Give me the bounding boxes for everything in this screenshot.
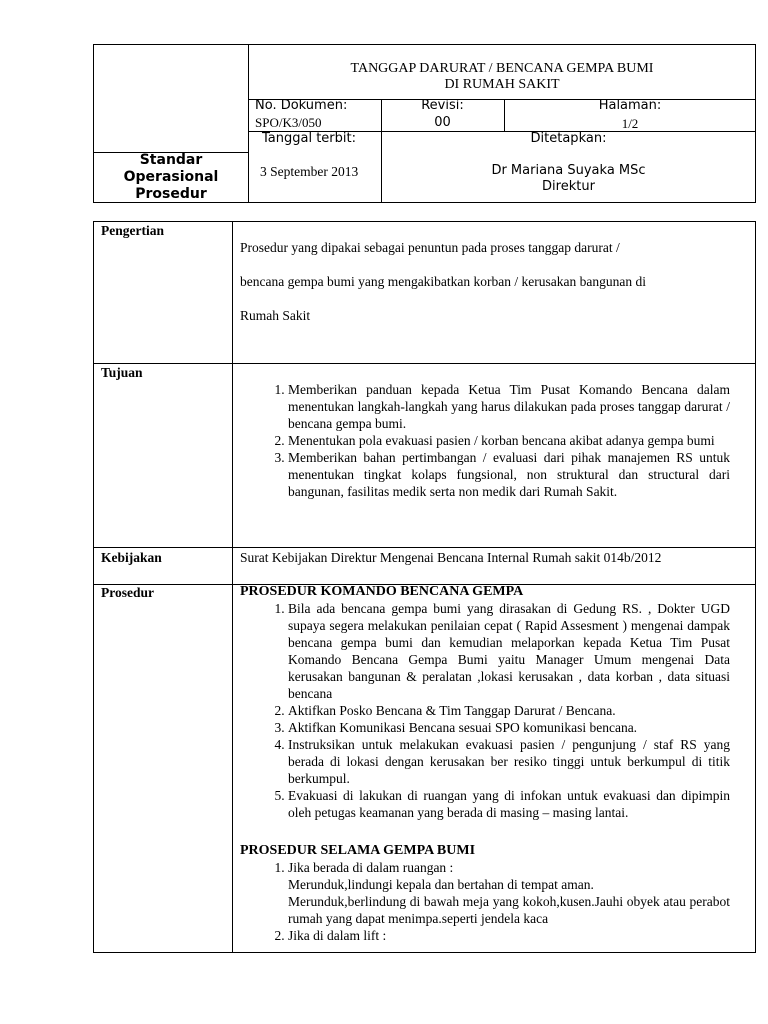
prosedur-gempa-list bbox=[240, 859, 730, 944]
prosedur-content bbox=[240, 583, 730, 944]
sop-label bbox=[94, 152, 248, 203]
tujuan-content bbox=[240, 381, 730, 500]
ditetapkan-name: Dr Mariana Suyaka MSc bbox=[491, 163, 646, 178]
list-item-title: 1. Jika berada di dalam ruangan : bbox=[288, 860, 454, 875]
prosedur-label: Prosedur bbox=[101, 585, 154, 600]
list-item: 5. Evakuasi di lakukan di ruangan yang di infokan untuk evakuasi dan dipimpin oleh petugas keamanan yang berada di masing – masing lantai. bbox=[288, 787, 730, 821]
procedure-table bbox=[93, 221, 756, 953]
revisi-label: Revisi: bbox=[421, 98, 464, 113]
pengertian-line: Rumah Sakit bbox=[240, 308, 311, 323]
document-title-line2: DI RUMAH SAKIT bbox=[444, 77, 560, 92]
sop-label-line2: Operasional bbox=[123, 169, 219, 185]
halaman-value: 1/2 bbox=[621, 116, 639, 131]
prosedur-heading: PROSEDUR KOMANDO BENCANA GEMPA bbox=[240, 584, 524, 599]
ditetapkan-label: Ditetapkan: bbox=[530, 131, 607, 146]
no-dokumen-value: SPO/K3/050 bbox=[255, 115, 322, 130]
list-item: 1. Bila ada bencana gempa bumi yang dirasakan di Gedung RS. , Dokter UGD supaya segera melakukan penilaian cepat ( Rapid Assesment ) mengenai dampak bencana gempa bumi dan kemudian melaporkan kepada Ketua Tim Pusat Komando Bencana Gempa Bumi yaitu Manager Umum mengenai Data kerusakan bangunan & peralatan ,lokasi kerusakan , data korban , data situasi bencana bbox=[288, 600, 730, 702]
list-item: 2. Jika di dalam lift : bbox=[288, 927, 730, 944]
prosedur-heading: PROSEDUR SELAMA GEMPA BUMI bbox=[240, 843, 476, 858]
kebijakan-label: Kebijakan bbox=[101, 550, 162, 565]
list-item: 4. Instruksikan untuk melakukan evakuasi pasien / pengunjung / staf RS yang berada di lokasi dengan kerusakan ber resiko tinggi untuk berkumpul di titik berkumpul. bbox=[288, 736, 730, 787]
list-item-line: Merunduk,lindungi kepala dan bertahan di tempat aman. bbox=[288, 877, 594, 892]
ditetapkan-role: Direktur bbox=[542, 179, 595, 194]
tujuan-list bbox=[240, 381, 730, 500]
table-divider bbox=[232, 222, 233, 952]
halaman-label: Halaman: bbox=[598, 98, 662, 113]
tanggal-terbit-label: Tanggal terbit: bbox=[262, 131, 356, 146]
list-item: 1. Memberikan panduan kepada Ketua Tim Pusat Komando Bencana dalam menentukan langkah-langkah yang harus dilakukan pada proses tanggap darurat / bencana gempa bumi. bbox=[288, 381, 730, 432]
list-item: 2. Aktifkan Posko Bencana & Tim Tanggap Darurat / Bencana. bbox=[288, 702, 730, 719]
table-divider bbox=[94, 363, 755, 364]
revisi-value: 00 bbox=[434, 115, 451, 130]
tujuan-label: Tujuan bbox=[101, 365, 143, 380]
pengertian-line: bencana gempa bumi yang mengakibatkan korban / kerusakan bangunan di bbox=[240, 274, 646, 289]
list-item: 3. Aktifkan Komunikasi Bencana sesuai SPO komunikasi bencana. bbox=[288, 719, 730, 736]
list-item: 2. Menentukan pola evakuasi pasien / korban bencana akibat adanya gempa bumi bbox=[288, 432, 730, 449]
sop-label-line1: Standar bbox=[139, 152, 203, 168]
list-item: 3. Memberikan bahan pertimbangan / evaluasi dari pihak manajemen RS untuk menentukan tingkat kolaps fungsional, non struktural dan structural dari bangunan, fasilitas medik serta non medik dari Rumah Sakit. bbox=[288, 449, 730, 500]
list-item-line: Merunduk,berlindung di bawah meja yang kokoh,kusen.Jauhi obyek atau perabot rumah yang dapat menimpa.seperti jendela kaca bbox=[288, 894, 730, 926]
tanggal-terbit-value: 3 September 2013 bbox=[260, 164, 359, 179]
document-title bbox=[249, 61, 755, 93]
pengertian-label: Pengertian bbox=[101, 223, 164, 238]
no-dokumen-label: No. Dokumen: bbox=[255, 98, 348, 113]
table-divider bbox=[94, 547, 755, 548]
prosedur-komando-list bbox=[240, 600, 730, 821]
pengertian-line: Prosedur yang dipakai sebagai penuntun pada proses tanggap darurat / bbox=[240, 240, 620, 255]
document-header-table bbox=[93, 44, 756, 203]
pengertian-text bbox=[240, 239, 730, 324]
document-title-line1: TANGGAP DARURAT / BENCANA GEMPA BUMI bbox=[350, 61, 654, 76]
sop-label-line3: Prosedur bbox=[135, 186, 207, 202]
kebijakan-text: Surat Kebijakan Direktur Mengenai Bencana Internal Rumah sakit 014b/2012 bbox=[240, 550, 662, 565]
list-item bbox=[288, 859, 730, 927]
